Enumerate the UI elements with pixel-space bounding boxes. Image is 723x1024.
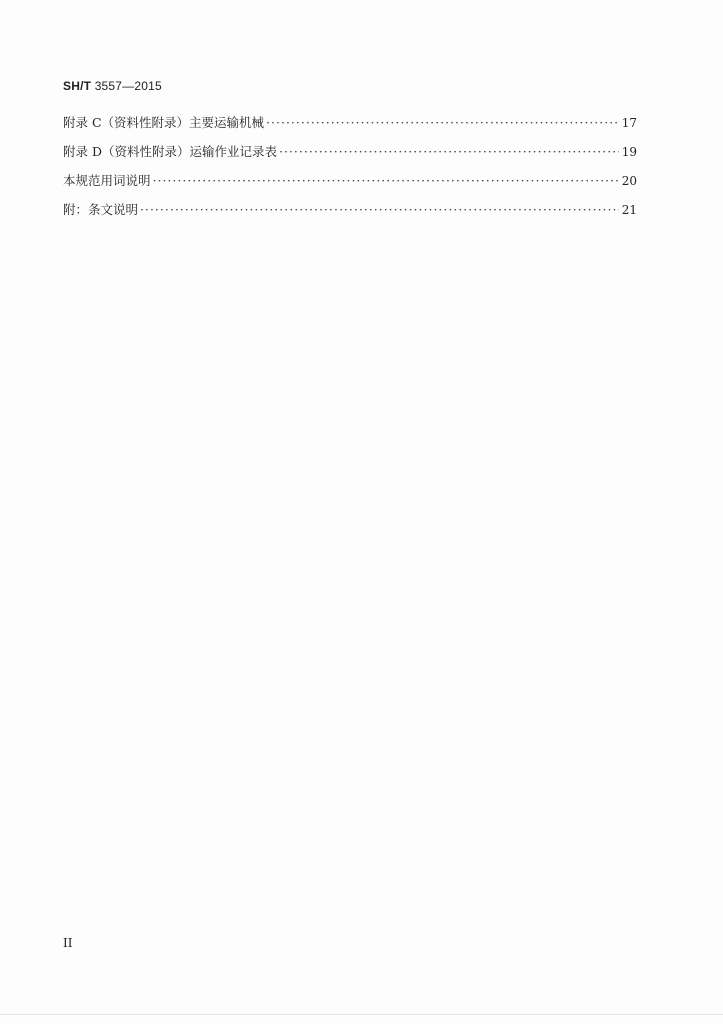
toc-entry-explanation[interactable] [63, 201, 637, 230]
toc-dot-leader [153, 172, 619, 190]
toc-dot-leader [266, 114, 619, 132]
toc-entry-page: 20 [621, 174, 637, 188]
toc-entry-page: 19 [621, 145, 637, 159]
table-of-contents [63, 114, 637, 230]
toc-entry-title: 附：条文说明 [63, 202, 139, 217]
toc-entry-terminology[interactable] [63, 172, 637, 201]
page-bottom-edge [0, 1014, 723, 1015]
toc-entry-title: 本规范用词说明 [63, 173, 151, 188]
toc-dot-leader [279, 143, 619, 161]
standard-code-header [63, 79, 162, 93]
toc-entry-title: 附录 D（资料性附录）运输作业记录表 [63, 144, 277, 159]
toc-entry-title: 附录 C（资料性附录）主要运输机械 [63, 115, 265, 130]
toc-entry-appendix-c[interactable] [63, 114, 637, 143]
standard-code: SH/T [63, 79, 92, 93]
toc-entry-page: 21 [621, 203, 637, 217]
toc-dot-leader [140, 201, 619, 219]
toc-entry-page: 17 [621, 116, 637, 130]
page-number: II [63, 936, 73, 950]
toc-entry-appendix-d[interactable] [63, 143, 637, 172]
standard-number: 3557—2015 [94, 79, 162, 93]
